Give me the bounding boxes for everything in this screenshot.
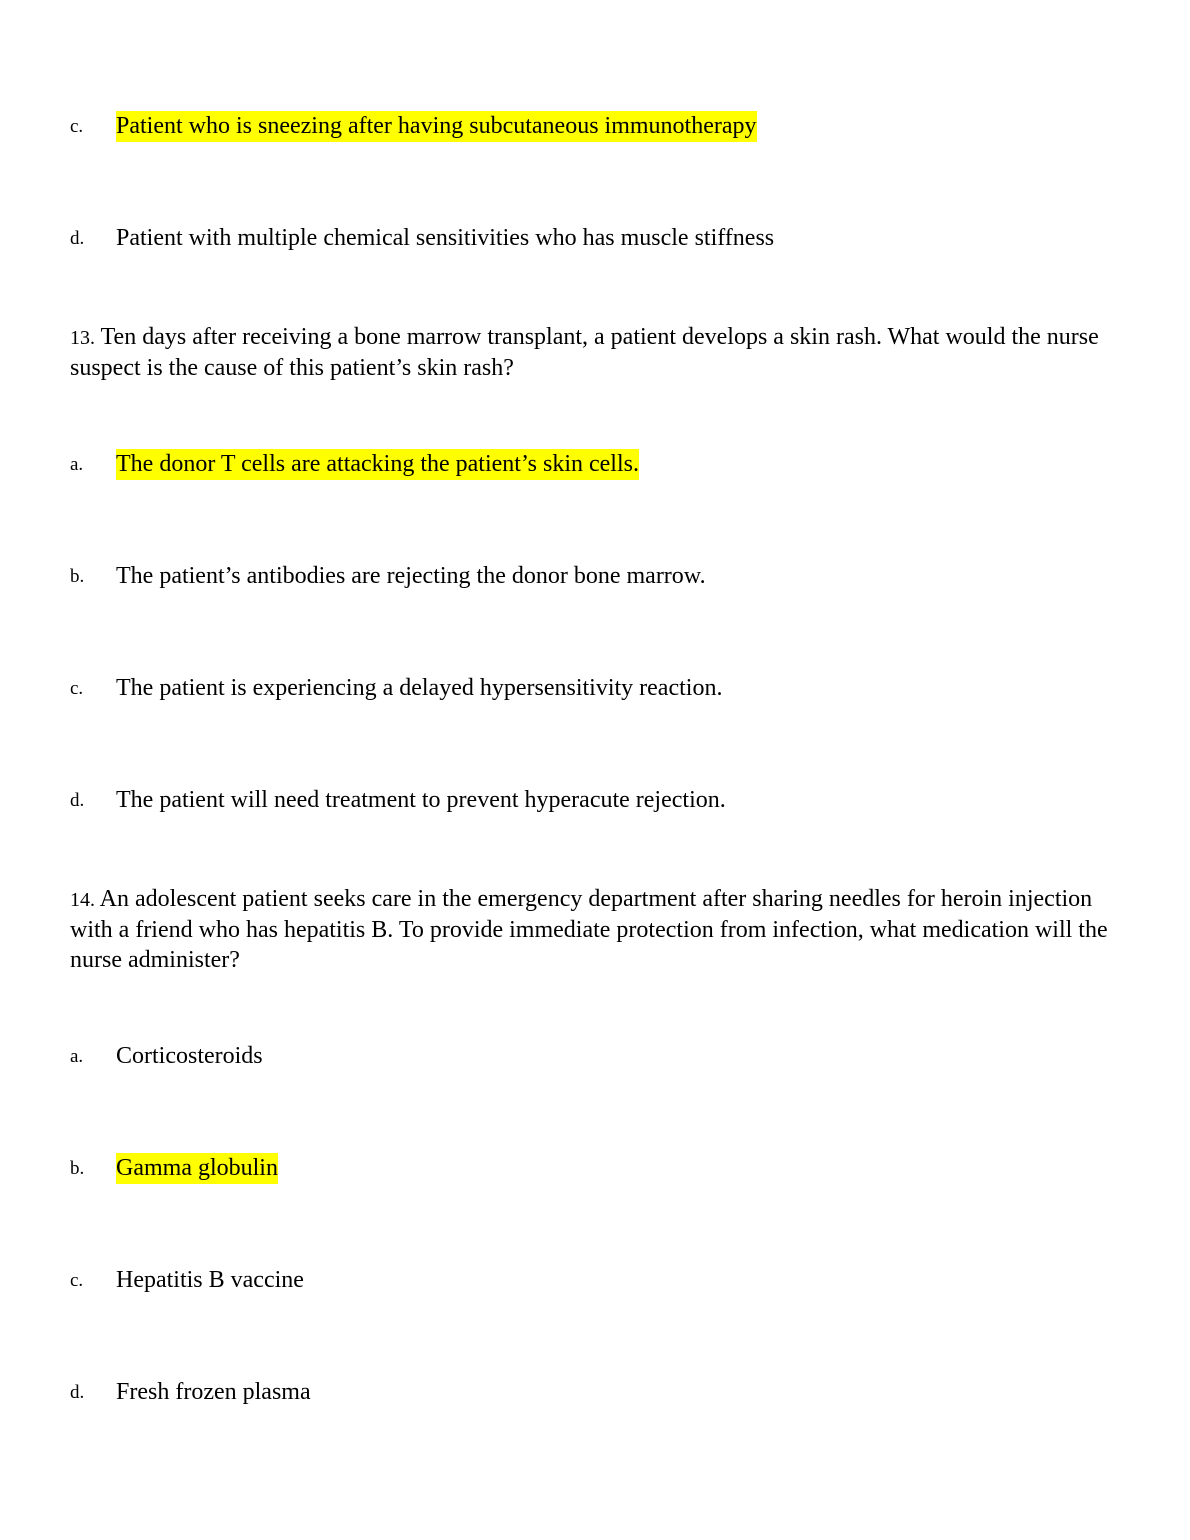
- option-letter: d.: [70, 1382, 85, 1403]
- option-letter: d.: [70, 790, 85, 811]
- option-text: Fresh frozen plasma: [116, 1379, 311, 1405]
- option-text-highlighted: The donor T cells are attacking the patient’s skin cells.: [116, 449, 639, 480]
- option-text: Hepatitis B vaccine: [116, 1267, 304, 1293]
- option-text: The patient’s antibodies are rejecting the donor bone marrow.: [116, 563, 706, 589]
- option-letter: b.: [70, 566, 85, 587]
- option-text: The patient will need treatment to prevent hyperacute rejection.: [116, 787, 726, 813]
- q13-option-c: [70, 673, 1120, 707]
- option-text: Corticosteroids: [116, 1043, 263, 1069]
- option-letter: a.: [70, 454, 84, 475]
- question-number: 14.: [70, 889, 95, 911]
- option-text: Patient with multiple chemical sensitivities who has muscle stiffness: [116, 225, 775, 251]
- option-letter: a.: [70, 1046, 84, 1067]
- option-letter: b.: [70, 1158, 85, 1179]
- question-13-stem: [70, 322, 1110, 383]
- option-letter: c.: [70, 678, 84, 699]
- q13-option-b: [70, 561, 1120, 595]
- q13-option-a: [70, 449, 1120, 483]
- q12-option-d: [70, 223, 1120, 257]
- question-14-stem: [70, 884, 1110, 975]
- question-text: An adolescent patient seeks care in the emergency department after sharing needles for heroin injection with a friend who has hepatitis B. To provide immediate protection from infection, what medication will the nurse administer?: [70, 886, 1108, 973]
- q14-option-c: [70, 1265, 1120, 1299]
- q14-option-d: [70, 1377, 1120, 1411]
- option-letter: c.: [70, 116, 84, 137]
- question-number: 13.: [70, 327, 95, 349]
- q14-option-b: [70, 1153, 1120, 1187]
- q12-option-c: [70, 111, 1120, 145]
- option-letter: c.: [70, 1270, 84, 1291]
- option-text-highlighted: Gamma globulin: [116, 1153, 278, 1184]
- option-text: The patient is experiencing a delayed hypersensitivity reaction.: [116, 675, 723, 701]
- q14-option-a: [70, 1041, 1120, 1075]
- option-letter: d.: [70, 228, 85, 249]
- option-text-highlighted: Patient who is sneezing after having subcutaneous immunotherapy: [116, 111, 757, 142]
- q13-option-d: [70, 785, 1120, 819]
- question-text: Ten days after receiving a bone marrow transplant, a patient develops a skin rash. What would the nurse suspect is the cause of this patient’s skin rash?: [70, 324, 1099, 381]
